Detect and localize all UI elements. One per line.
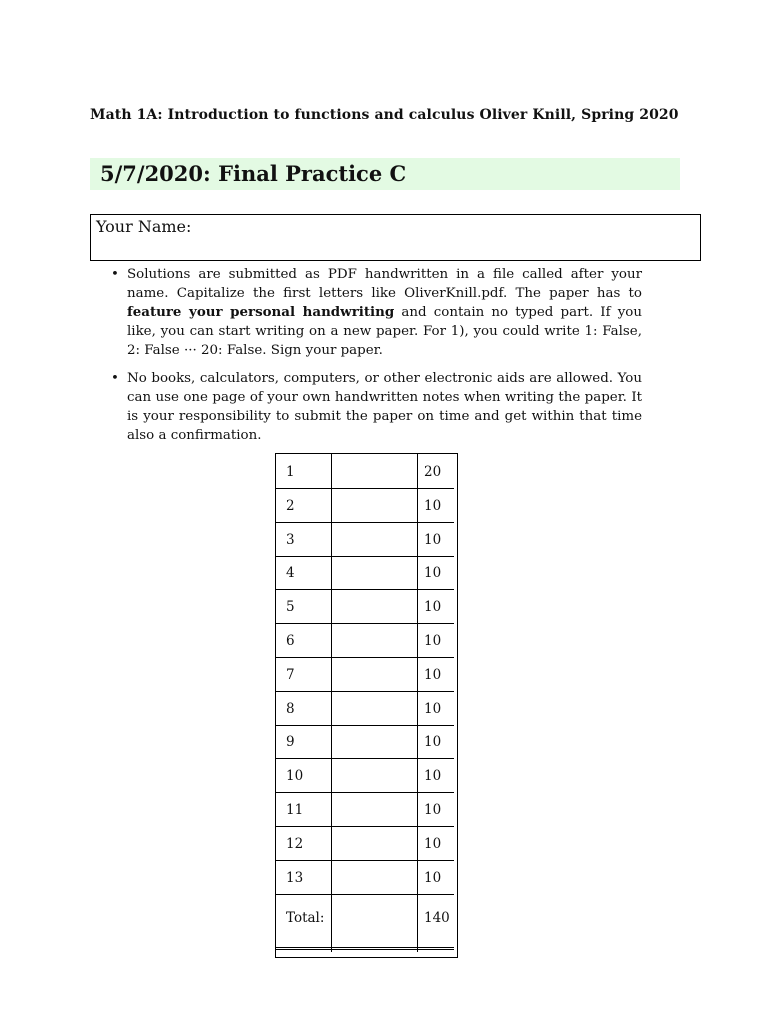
instruction-text: and contain no typed part. If you like, you can start writing on a new paper. For 1), you could write 1: False, 2: False ··· 20: False. Sign your paper.: [127, 305, 642, 358]
problem-number: 13: [286, 870, 304, 886]
total-row: [276, 893, 454, 950]
problem-points: 10: [424, 565, 442, 581]
table-row: [276, 488, 454, 523]
problem-number: 2: [286, 498, 295, 514]
total-label: Total:: [286, 910, 325, 926]
problem-points: 10: [424, 802, 442, 818]
instruction-text: No books, calculators, computers, or other electronic aids are allowed. You can use one page of your own handwritten notes when writing the paper. It is your responsibility to submit the paper on time and get within that time also a confirmation.: [127, 371, 642, 443]
problem-number: 8: [286, 701, 295, 717]
instructions-list: [110, 265, 642, 454]
table-row: [276, 555, 454, 590]
problem-number: 1: [286, 464, 295, 480]
problem-points: 10: [424, 701, 442, 717]
page-title: 5/7/2020: Final Practice C: [100, 161, 407, 186]
problem-number: 9: [286, 734, 295, 750]
table-row: [276, 623, 454, 658]
problem-points: 10: [424, 633, 442, 649]
name-field[interactable]: [90, 214, 701, 261]
problem-points: 20: [424, 464, 442, 480]
problem-number: 12: [286, 836, 304, 852]
instruction-text: Solutions are submitted as PDF handwritten in a file called after your name. Capitalize the first letters like OliverKnill.pdf. The paper has to: [127, 267, 642, 301]
score-table: [275, 453, 458, 958]
instruction-emphasis: feature your personal handwriting: [127, 304, 395, 320]
problem-number: 10: [286, 768, 304, 784]
problem-number: 5: [286, 599, 295, 615]
problem-points: 10: [424, 667, 442, 683]
problem-number: 11: [286, 802, 304, 818]
problem-points: 10: [424, 870, 442, 886]
table-row: [276, 860, 454, 895]
problem-number: 6: [286, 633, 295, 649]
table-row: [276, 758, 454, 793]
problem-points: 10: [424, 734, 442, 750]
table-row: [276, 724, 454, 759]
problem-points: 10: [424, 498, 442, 514]
problem-points: 10: [424, 836, 442, 852]
table-row: [276, 454, 454, 489]
table-row: [276, 792, 454, 827]
table-row: [276, 826, 454, 861]
problem-number: 4: [286, 565, 295, 581]
problem-points: 10: [424, 532, 442, 548]
name-label: Your Name:: [96, 217, 192, 236]
instruction-item: [110, 265, 642, 360]
table-row: [276, 691, 454, 726]
total-points: 140: [424, 910, 450, 926]
table-row: [276, 522, 454, 557]
title-banner: [90, 158, 680, 190]
problem-points: 10: [424, 768, 442, 784]
problem-points: 10: [424, 599, 442, 615]
instruction-item: [110, 369, 642, 445]
problem-number: 3: [286, 532, 295, 548]
table-row: [276, 589, 454, 624]
course-header: Math 1A: Introduction to functions and calculus Oliver Knill, Spring 2020: [90, 107, 679, 123]
problem-number: 7: [286, 667, 295, 683]
table-row: [276, 657, 454, 692]
